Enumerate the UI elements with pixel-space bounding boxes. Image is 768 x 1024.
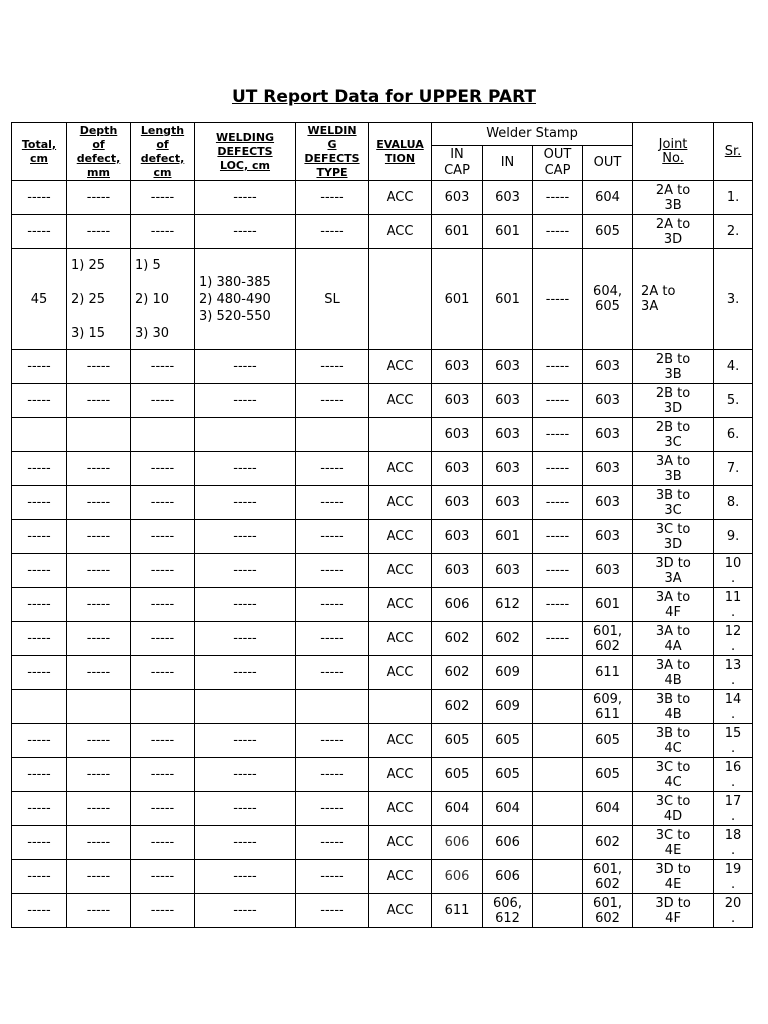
cell-sr: 1. (714, 181, 753, 215)
cell-depth: ----- (67, 656, 131, 690)
cell-in: 609 (483, 656, 533, 690)
cell-eval: ACC (369, 215, 432, 249)
cell-in: 603 (483, 418, 533, 452)
cell-type: ----- (296, 656, 369, 690)
cell-depth: ----- (67, 724, 131, 758)
cell-out: 605 (583, 758, 633, 792)
cell-in-cap: 606 (432, 826, 483, 860)
table-row (12, 656, 753, 690)
cell-depth: ----- (67, 554, 131, 588)
table-row (12, 894, 753, 928)
cell-sr: 6. (714, 418, 753, 452)
cell-length (131, 690, 195, 724)
table-row (12, 690, 753, 724)
cell-loc: ----- (195, 554, 296, 588)
cell-loc (195, 418, 296, 452)
cell-type: ----- (296, 826, 369, 860)
title-text: UT Report Data for UPPER PART (231, 87, 537, 107)
cell-type: ----- (296, 520, 369, 554)
cell-in-cap: 605 (432, 758, 483, 792)
cell-out-cap: ----- (533, 554, 583, 588)
cell-eval: ACC (369, 758, 432, 792)
cell-out: 609, 611 (583, 690, 633, 724)
cell-in: 603 (483, 486, 533, 520)
cell-length: ----- (131, 792, 195, 826)
cell-out-cap: ----- (533, 520, 583, 554)
cell-out-cap: ----- (533, 215, 583, 249)
cell-joint: 3B to 4C (633, 724, 714, 758)
cell-type: ----- (296, 758, 369, 792)
cell-length: ----- (131, 181, 195, 215)
cell-total: ----- (12, 384, 67, 418)
cell-length: ----- (131, 724, 195, 758)
cell-sr: 16 . (714, 758, 753, 792)
table-row (12, 792, 753, 826)
cell-total: ----- (12, 758, 67, 792)
cell-in: 603 (483, 554, 533, 588)
cell-total: ----- (12, 894, 67, 928)
cell-in-cap: 602 (432, 622, 483, 656)
cell-sr: 7. (714, 452, 753, 486)
table-row (12, 622, 753, 656)
cell-loc: ----- (195, 215, 296, 249)
cell-sr: 9. (714, 520, 753, 554)
cell-in-cap: 606 (432, 588, 483, 622)
cell-type: ----- (296, 215, 369, 249)
cell-length: ----- (131, 486, 195, 520)
page-title (0, 87, 768, 107)
table-row (12, 486, 753, 520)
cell-total: ----- (12, 215, 67, 249)
cell-in: 603 (483, 181, 533, 215)
cell-out-cap (533, 758, 583, 792)
cell-loc: ----- (195, 622, 296, 656)
table-row (12, 588, 753, 622)
cell-length: ----- (131, 350, 195, 384)
cell-length: ----- (131, 656, 195, 690)
cell-out-cap: ----- (533, 418, 583, 452)
cell-in: 601 (483, 520, 533, 554)
cell-in: 609 (483, 690, 533, 724)
cell-eval: ACC (369, 384, 432, 418)
cell-out: 601, 602 (583, 622, 633, 656)
cell-sr: 4. (714, 350, 753, 384)
cell-loc: ----- (195, 758, 296, 792)
header-type: WELDIN G DEFECTS TYPE (296, 123, 369, 181)
cell-in: 603 (483, 350, 533, 384)
table-row (12, 758, 753, 792)
header-out: OUT (583, 146, 633, 181)
cell-eval: ACC (369, 486, 432, 520)
cell-eval (369, 418, 432, 452)
cell-sr: 12 . (714, 622, 753, 656)
cell-joint: 3A to 4B (633, 656, 714, 690)
cell-total: ----- (12, 826, 67, 860)
cell-out: 605 (583, 215, 633, 249)
cell-eval: ACC (369, 860, 432, 894)
cell-out: 603 (583, 418, 633, 452)
header-in-cap: IN CAP (432, 146, 483, 181)
cell-sr: 2. (714, 215, 753, 249)
cell-depth: ----- (67, 452, 131, 486)
cell-depth: ----- (67, 181, 131, 215)
cell-in: 601 (483, 215, 533, 249)
cell-total: ----- (12, 622, 67, 656)
table-row (12, 554, 753, 588)
cell-depth: ----- (67, 215, 131, 249)
cell-in-cap: 603 (432, 452, 483, 486)
cell-sr: 13 . (714, 656, 753, 690)
cell-sr: 15 . (714, 724, 753, 758)
cell-loc: ----- (195, 452, 296, 486)
table-row (12, 860, 753, 894)
cell-depth (67, 418, 131, 452)
cell-in: 606, 612 (483, 894, 533, 928)
cell-out: 603 (583, 486, 633, 520)
cell-sr: 3. (714, 249, 753, 350)
cell-eval: ACC (369, 894, 432, 928)
cell-joint: 2A to 3D (633, 215, 714, 249)
cell-eval: ACC (369, 656, 432, 690)
table-row (12, 520, 753, 554)
cell-in: 606 (483, 826, 533, 860)
cell-eval: ACC (369, 724, 432, 758)
cell-joint: 3D to 3A (633, 554, 714, 588)
cell-out-cap: ----- (533, 622, 583, 656)
cell-in-cap: 606 (432, 860, 483, 894)
cell-total: ----- (12, 486, 67, 520)
cell-sr: 5. (714, 384, 753, 418)
cell-eval: ACC (369, 826, 432, 860)
table-row (12, 181, 753, 215)
cell-out-cap (533, 690, 583, 724)
cell-in-cap: 601 (432, 249, 483, 350)
cell-sr: 14 . (714, 690, 753, 724)
cell-length: ----- (131, 215, 195, 249)
cell-in-cap: 611 (432, 894, 483, 928)
cell-joint: 3B to 3C (633, 486, 714, 520)
cell-in: 604 (483, 792, 533, 826)
cell-out: 603 (583, 384, 633, 418)
cell-out-cap (533, 724, 583, 758)
header-joint: Joint No. (633, 123, 714, 181)
table-row (12, 384, 753, 418)
cell-out-cap: ----- (533, 452, 583, 486)
cell-type: ----- (296, 724, 369, 758)
cell-loc: ----- (195, 181, 296, 215)
table-body (12, 181, 753, 928)
cell-total: ----- (12, 588, 67, 622)
cell-depth: ----- (67, 860, 131, 894)
cell-length: ----- (131, 384, 195, 418)
cell-total (12, 418, 67, 452)
cell-eval: ACC (369, 350, 432, 384)
cell-eval: ACC (369, 554, 432, 588)
cell-sr: 11 . (714, 588, 753, 622)
cell-out-cap (533, 894, 583, 928)
cell-out-cap: ----- (533, 486, 583, 520)
table-row (12, 826, 753, 860)
cell-in: 603 (483, 384, 533, 418)
table-row (12, 724, 753, 758)
table-row (12, 418, 753, 452)
cell-in-cap: 603 (432, 520, 483, 554)
cell-loc: ----- (195, 486, 296, 520)
header-depth: Depth of defect, mm (67, 123, 131, 181)
cell-depth: ----- (67, 792, 131, 826)
cell-total: ----- (12, 554, 67, 588)
cell-in: 606 (483, 860, 533, 894)
cell-eval: ACC (369, 588, 432, 622)
cell-in-cap: 601 (432, 215, 483, 249)
cell-in-cap: 605 (432, 724, 483, 758)
cell-in-cap: 603 (432, 384, 483, 418)
cell-loc: ----- (195, 520, 296, 554)
cell-eval: ACC (369, 520, 432, 554)
cell-in: 603 (483, 452, 533, 486)
cell-joint: 3C to 4E (633, 826, 714, 860)
cell-joint: 3C to 4C (633, 758, 714, 792)
cell-type: ----- (296, 622, 369, 656)
cell-out: 603 (583, 554, 633, 588)
cell-joint: 3C to 3D (633, 520, 714, 554)
cell-out: 604 (583, 181, 633, 215)
cell-in: 602 (483, 622, 533, 656)
cell-type: ----- (296, 452, 369, 486)
table-row (12, 249, 753, 350)
cell-out-cap: ----- (533, 181, 583, 215)
cell-joint: 3C to 4D (633, 792, 714, 826)
cell-in: 601 (483, 249, 533, 350)
header-sr: Sr. (714, 123, 753, 181)
cell-out: 604 (583, 792, 633, 826)
cell-type: ----- (296, 554, 369, 588)
cell-eval (369, 690, 432, 724)
header-in: IN (483, 146, 533, 181)
cell-total: ----- (12, 452, 67, 486)
cell-length: ----- (131, 588, 195, 622)
cell-loc: ----- (195, 384, 296, 418)
cell-total: ----- (12, 792, 67, 826)
cell-out: 602 (583, 826, 633, 860)
cell-in-cap: 603 (432, 181, 483, 215)
cell-length: ----- (131, 860, 195, 894)
cell-joint: 3A to 4A (633, 622, 714, 656)
cell-joint: 3B to 4B (633, 690, 714, 724)
table-row (12, 452, 753, 486)
cell-type: SL (296, 249, 369, 350)
cell-out: 603 (583, 350, 633, 384)
cell-total: ----- (12, 724, 67, 758)
cell-out: 603 (583, 520, 633, 554)
cell-loc: ----- (195, 588, 296, 622)
cell-depth: ----- (67, 826, 131, 860)
cell-in: 612 (483, 588, 533, 622)
cell-sr: 17 . (714, 792, 753, 826)
cell-out: 603 (583, 452, 633, 486)
cell-sr: 20 . (714, 894, 753, 928)
cell-total: ----- (12, 860, 67, 894)
cell-type: ----- (296, 792, 369, 826)
header-welder-stamp: Welder Stamp (432, 123, 633, 146)
cell-in: 605 (483, 724, 533, 758)
cell-joint: 2B to 3C (633, 418, 714, 452)
cell-depth: ----- (67, 350, 131, 384)
cell-out: 601, 602 (583, 860, 633, 894)
cell-total: ----- (12, 181, 67, 215)
cell-in-cap: 602 (432, 690, 483, 724)
cell-total: ----- (12, 520, 67, 554)
cell-length: ----- (131, 622, 195, 656)
cell-joint: 3A to 3B (633, 452, 714, 486)
cell-depth: 1) 25 2) 25 3) 15 (67, 249, 131, 350)
header-loc: WELDING DEFECTS LOC, cm (195, 123, 296, 181)
table-row (12, 215, 753, 249)
cell-depth: ----- (67, 520, 131, 554)
ut-report-table (11, 122, 753, 928)
cell-sr: 8. (714, 486, 753, 520)
cell-type: ----- (296, 181, 369, 215)
cell-sr: 18 . (714, 826, 753, 860)
cell-out: 601 (583, 588, 633, 622)
cell-total (12, 690, 67, 724)
cell-total: 45 (12, 249, 67, 350)
cell-total: ----- (12, 656, 67, 690)
cell-loc: 1) 380-385 2) 480-490 3) 520-550 (195, 249, 296, 350)
cell-out: 604, 605 (583, 249, 633, 350)
cell-length: 1) 5 2) 10 3) 30 (131, 249, 195, 350)
cell-length: ----- (131, 758, 195, 792)
header-length: Length of defect, cm (131, 123, 195, 181)
cell-length: ----- (131, 826, 195, 860)
cell-type: ----- (296, 350, 369, 384)
cell-joint: 2B to 3D (633, 384, 714, 418)
cell-length (131, 418, 195, 452)
cell-out-cap (533, 656, 583, 690)
cell-sr: 19 . (714, 860, 753, 894)
cell-loc: ----- (195, 656, 296, 690)
cell-loc (195, 690, 296, 724)
cell-out-cap: ----- (533, 588, 583, 622)
cell-in-cap: 603 (432, 486, 483, 520)
cell-type (296, 418, 369, 452)
cell-out-cap: ----- (533, 350, 583, 384)
cell-out: 601, 602 (583, 894, 633, 928)
cell-joint: 3D to 4E (633, 860, 714, 894)
cell-depth: ----- (67, 622, 131, 656)
cell-out: 605 (583, 724, 633, 758)
cell-length: ----- (131, 520, 195, 554)
cell-out-cap: ----- (533, 384, 583, 418)
cell-loc: ----- (195, 894, 296, 928)
cell-total: ----- (12, 350, 67, 384)
cell-in-cap: 603 (432, 418, 483, 452)
header-out-cap: OUT CAP (533, 146, 583, 181)
cell-loc: ----- (195, 860, 296, 894)
cell-type: ----- (296, 860, 369, 894)
cell-eval: ACC (369, 792, 432, 826)
cell-joint: 3A to 4F (633, 588, 714, 622)
cell-in-cap: 603 (432, 554, 483, 588)
cell-loc: ----- (195, 724, 296, 758)
cell-joint: 3D to 4F (633, 894, 714, 928)
cell-in-cap: 603 (432, 350, 483, 384)
cell-loc: ----- (195, 792, 296, 826)
cell-out-cap: ----- (533, 249, 583, 350)
cell-loc: ----- (195, 350, 296, 384)
cell-type: ----- (296, 894, 369, 928)
cell-eval: ACC (369, 622, 432, 656)
cell-type: ----- (296, 486, 369, 520)
cell-type: ----- (296, 384, 369, 418)
cell-depth: ----- (67, 894, 131, 928)
table-row (12, 350, 753, 384)
cell-joint: 2B to 3B (633, 350, 714, 384)
cell-eval (369, 249, 432, 350)
header-total: Total, cm (12, 123, 67, 181)
cell-sr: 10 . (714, 554, 753, 588)
cell-depth: ----- (67, 384, 131, 418)
cell-length: ----- (131, 894, 195, 928)
cell-type (296, 690, 369, 724)
cell-type: ----- (296, 588, 369, 622)
cell-depth: ----- (67, 486, 131, 520)
cell-out-cap (533, 826, 583, 860)
cell-depth: ----- (67, 758, 131, 792)
cell-in-cap: 602 (432, 656, 483, 690)
table-header (12, 123, 753, 181)
cell-out-cap (533, 792, 583, 826)
cell-eval: ACC (369, 452, 432, 486)
cell-joint: 2A to 3A (633, 249, 714, 350)
cell-depth: ----- (67, 588, 131, 622)
cell-depth (67, 690, 131, 724)
cell-length: ----- (131, 452, 195, 486)
cell-in: 605 (483, 758, 533, 792)
cell-eval: ACC (369, 181, 432, 215)
cell-out: 611 (583, 656, 633, 690)
cell-length: ----- (131, 554, 195, 588)
cell-loc: ----- (195, 826, 296, 860)
header-evaluation: EVALUA TION (369, 123, 432, 181)
cell-joint: 2A to 3B (633, 181, 714, 215)
cell-in-cap: 604 (432, 792, 483, 826)
cell-out-cap (533, 860, 583, 894)
